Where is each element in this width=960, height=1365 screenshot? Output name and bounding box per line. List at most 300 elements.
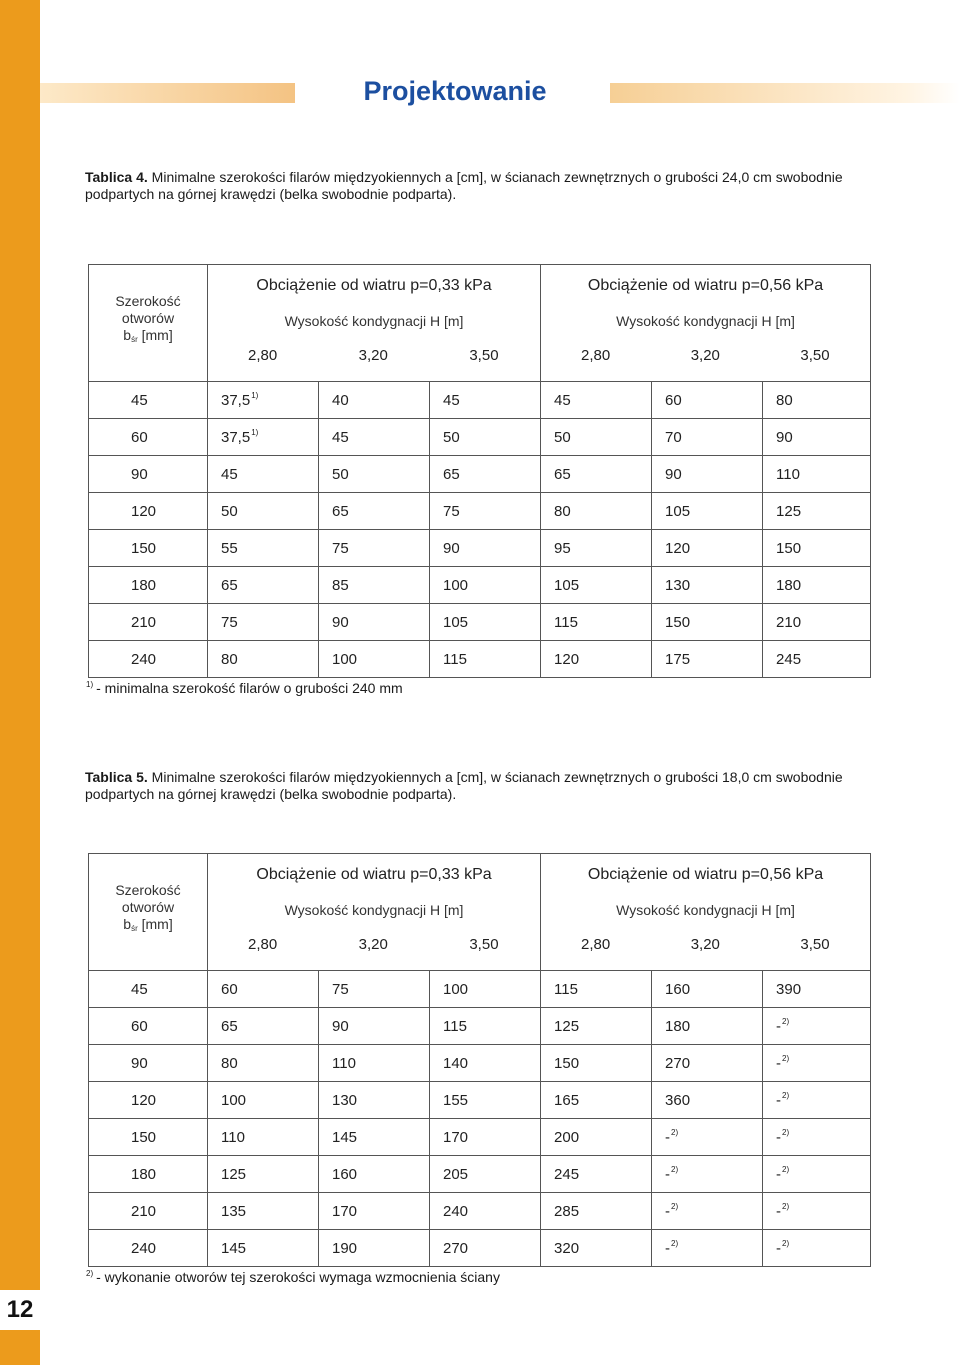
cell-value: 125 xyxy=(221,1165,247,1183)
table5-rowlabel-unit: [mm] xyxy=(137,916,173,932)
table4 xyxy=(88,264,871,678)
cell-value: 160 xyxy=(665,980,691,998)
table4-height-col: 3,50 xyxy=(469,347,499,364)
table4-height-col: 2,80 xyxy=(248,347,278,364)
cell-value: 105 xyxy=(443,613,469,631)
row-label-cell xyxy=(89,1119,208,1156)
table-cell xyxy=(652,567,763,604)
cell-value: 150 xyxy=(131,539,157,557)
cell-value: 170 xyxy=(332,1202,358,1220)
cell-value: 90 xyxy=(131,1054,148,1072)
cell-value: 90 xyxy=(443,539,460,557)
table-cell xyxy=(430,604,541,641)
table4-footnote-text: - minimalna szerokość filarów o grubości 240 mm xyxy=(96,680,403,696)
table-cell xyxy=(430,493,541,530)
cell-value: 200 xyxy=(554,1128,580,1146)
table4-rowlabel-b: b xyxy=(123,327,132,343)
side-accent-bar xyxy=(0,0,40,1365)
table5-footnote-text: - wykonanie otworów tej szerokości wymaga wzmocnienia ściany xyxy=(96,1269,500,1285)
table-cell xyxy=(541,567,652,604)
table-cell xyxy=(208,382,319,419)
table-cell xyxy=(652,1082,763,1119)
cell-value: 125 xyxy=(554,1017,580,1035)
table5-load2-label: Obciążenie od wiatru p=0,56 kPa xyxy=(587,866,824,883)
cell-value: 120 xyxy=(665,539,691,557)
cell-value: 100 xyxy=(443,576,469,594)
table-cell xyxy=(541,456,652,493)
cell-value: 37,5 xyxy=(221,392,251,409)
table-cell xyxy=(541,1230,652,1267)
table-cell xyxy=(541,530,652,567)
table5-height-col: 3,50 xyxy=(800,936,830,953)
table-cell xyxy=(208,567,319,604)
table-cell xyxy=(430,1156,541,1193)
table-cell xyxy=(208,604,319,641)
cell-value: 60 xyxy=(221,980,238,998)
footnote-mark: 2) xyxy=(782,1239,790,1248)
cell-value: 145 xyxy=(221,1239,247,1257)
table-cell xyxy=(319,971,430,1008)
table-cell xyxy=(763,1156,871,1193)
cell-value: 175 xyxy=(665,650,691,668)
table5-height-col: 3,20 xyxy=(690,936,720,953)
table5-rowlabel-line2: otworów xyxy=(121,899,175,915)
table4-caption xyxy=(85,169,845,203)
table-cell xyxy=(208,1008,319,1045)
table5-rowlabel-text xyxy=(89,854,207,937)
row-label-cell xyxy=(89,1082,208,1119)
table-row xyxy=(89,1082,871,1119)
table5-load1-label: Obciążenie od wiatru p=0,33 kPa xyxy=(256,866,492,883)
cell-value: 90 xyxy=(332,1017,349,1035)
cell-value: 65 xyxy=(554,465,571,483)
table-cell xyxy=(763,1119,871,1156)
table-cell xyxy=(319,1156,430,1193)
cell-value: 110 xyxy=(776,465,800,483)
table-cell xyxy=(763,641,871,678)
table-row xyxy=(89,971,871,1008)
table4-rowlabel-unit: [mm] xyxy=(137,327,173,343)
table4-caption-text: Minimalne szerokości filarów międzyokiennych a [cm], w ścianach zewnętrznych o grubości 24,0 cm swobodnie podpartych na górnej krawędzi (belka swobodnie podparta). xyxy=(85,169,843,202)
table-cell xyxy=(652,604,763,641)
table-cell xyxy=(652,493,763,530)
cell-value: 165 xyxy=(554,1091,580,1109)
table-cell xyxy=(763,604,871,641)
table-row xyxy=(89,604,871,641)
cell-value: 115 xyxy=(554,613,578,631)
table-cell xyxy=(430,1119,541,1156)
cell-value: 75 xyxy=(332,980,349,998)
footnote-mark: 2) xyxy=(782,1054,790,1063)
cell-value: 80 xyxy=(776,391,793,409)
cell-value: 130 xyxy=(332,1091,358,1109)
cell-value: - xyxy=(776,1055,782,1072)
table-cell xyxy=(319,604,430,641)
table4-caption-label: Tablica 4. xyxy=(85,169,148,185)
cell-value: 180 xyxy=(665,1017,691,1035)
table-cell xyxy=(430,567,541,604)
table4-rowlabel-sub: śr xyxy=(131,335,138,344)
cell-value: 270 xyxy=(665,1054,691,1072)
cell-value: 110 xyxy=(332,1054,356,1072)
table-cell xyxy=(208,641,319,678)
cell-value: 75 xyxy=(443,502,460,520)
footnote-mark: 2) xyxy=(671,1239,679,1248)
table-row xyxy=(89,419,871,456)
table5-rowlabel-b: b xyxy=(123,916,132,932)
table-row xyxy=(89,530,871,567)
footnote-mark: 2) xyxy=(782,1202,790,1211)
cell-value: 245 xyxy=(776,650,802,668)
cell-value: - xyxy=(776,1018,782,1035)
table4-height2-label: Wysokość kondygnacji H [m] xyxy=(616,313,795,329)
table5-rowlabel-header xyxy=(89,854,208,971)
table4-footnote xyxy=(85,680,403,696)
cell-value: 60 xyxy=(665,391,682,409)
table4-header-row xyxy=(89,265,871,382)
cell-value: 180 xyxy=(131,576,157,594)
footnote-mark: 2) xyxy=(782,1017,790,1026)
table-cell xyxy=(208,1156,319,1193)
table-cell xyxy=(652,419,763,456)
table-cell xyxy=(208,971,319,1008)
table-cell xyxy=(208,493,319,530)
table-cell xyxy=(652,456,763,493)
table-row xyxy=(89,382,871,419)
cell-value: 120 xyxy=(131,1091,157,1109)
table-cell xyxy=(208,456,319,493)
cell-value: 145 xyxy=(332,1128,358,1146)
cell-value: 120 xyxy=(131,502,157,520)
table-cell xyxy=(208,1045,319,1082)
footnote-mark: 2) xyxy=(671,1165,679,1174)
table-row xyxy=(89,1230,871,1267)
row-label-cell xyxy=(89,641,208,678)
cell-value: 170 xyxy=(443,1128,469,1146)
cell-value: 75 xyxy=(221,613,238,631)
cell-value: 245 xyxy=(554,1165,580,1183)
cell-value: - xyxy=(665,1129,671,1146)
table-cell xyxy=(319,1008,430,1045)
cell-value: 180 xyxy=(131,1165,157,1183)
cell-value: 45 xyxy=(443,391,460,409)
table-cell xyxy=(319,493,430,530)
cell-value: - xyxy=(776,1166,782,1183)
table-cell xyxy=(763,971,871,1008)
cell-value: 150 xyxy=(776,539,802,557)
table-cell xyxy=(319,382,430,419)
table4-footnote-mark: 1) xyxy=(86,680,94,689)
cell-value: 45 xyxy=(554,391,571,409)
table-cell xyxy=(652,530,763,567)
table4-load1-header xyxy=(208,265,541,382)
table4-load2-label: Obciążenie od wiatru p=0,56 kPa xyxy=(587,277,824,294)
cell-value: 390 xyxy=(776,980,802,998)
page-number: 12 xyxy=(0,1290,40,1330)
table-cell xyxy=(319,641,430,678)
row-label-cell xyxy=(89,971,208,1008)
cell-value: 180 xyxy=(776,576,802,594)
table-cell xyxy=(541,493,652,530)
cell-value: 45 xyxy=(221,465,238,483)
cell-value: 240 xyxy=(131,1239,157,1257)
table-cell xyxy=(541,971,652,1008)
cell-value: 100 xyxy=(443,980,469,998)
header-band-right xyxy=(610,83,960,103)
table5-load2-header xyxy=(541,854,871,971)
footnote-mark: 2) xyxy=(782,1091,790,1100)
table-cell xyxy=(430,456,541,493)
cell-value: 135 xyxy=(221,1202,247,1220)
cell-value: 45 xyxy=(131,980,148,998)
cell-value: 65 xyxy=(221,576,238,594)
table-cell xyxy=(652,1008,763,1045)
table-cell xyxy=(430,530,541,567)
table5 xyxy=(88,853,871,1267)
cell-value: 80 xyxy=(554,502,571,520)
table-cell xyxy=(208,1193,319,1230)
table5-height1-label: Wysokość kondygnacji H [m] xyxy=(284,902,464,918)
row-label-cell xyxy=(89,567,208,604)
table-row xyxy=(89,641,871,678)
cell-value: 210 xyxy=(131,613,157,631)
table5-caption xyxy=(85,769,845,803)
cell-value: 240 xyxy=(443,1202,469,1220)
table-cell xyxy=(541,1193,652,1230)
table5-footnote xyxy=(85,1269,500,1285)
table5-height-col: 2,80 xyxy=(248,936,278,953)
table-cell xyxy=(208,419,319,456)
table-cell xyxy=(763,1045,871,1082)
table-cell xyxy=(541,419,652,456)
table-row xyxy=(89,1156,871,1193)
table-cell xyxy=(430,1045,541,1082)
cell-value: 210 xyxy=(131,1202,157,1220)
table-cell xyxy=(763,1230,871,1267)
table-cell xyxy=(652,382,763,419)
table-cell xyxy=(430,641,541,678)
row-label-cell xyxy=(89,530,208,567)
table-cell xyxy=(319,419,430,456)
cell-value: 80 xyxy=(221,1054,238,1072)
table-cell xyxy=(541,1119,652,1156)
table-cell xyxy=(541,604,652,641)
cell-value: 205 xyxy=(443,1165,469,1183)
cell-value: 155 xyxy=(443,1091,469,1109)
table-cell xyxy=(763,382,871,419)
cell-value: 80 xyxy=(221,650,238,668)
table-cell xyxy=(319,1045,430,1082)
footnote-mark: 2) xyxy=(782,1165,790,1174)
cell-value: 37,5 xyxy=(221,429,251,446)
cell-value: 115 xyxy=(443,650,467,668)
table-cell xyxy=(652,1156,763,1193)
table-cell xyxy=(208,530,319,567)
table-cell xyxy=(652,1045,763,1082)
cell-value: 60 xyxy=(131,428,148,446)
cell-value: - xyxy=(776,1092,782,1109)
cell-value: 65 xyxy=(332,502,349,520)
cell-value: 210 xyxy=(776,613,802,631)
cell-value: 85 xyxy=(332,576,349,594)
row-label-cell xyxy=(89,1230,208,1267)
row-label-cell xyxy=(89,1193,208,1230)
cell-value: 285 xyxy=(554,1202,580,1220)
cell-value: 65 xyxy=(443,465,460,483)
table-cell xyxy=(319,1119,430,1156)
table-cell xyxy=(208,1119,319,1156)
cell-value: 50 xyxy=(443,428,460,446)
row-label-cell xyxy=(89,493,208,530)
table4-rowlabel-line1: Szerokość xyxy=(115,293,181,309)
cell-value: 130 xyxy=(665,576,691,594)
row-label-cell xyxy=(89,419,208,456)
table-cell xyxy=(208,1230,319,1267)
table5-heights1 xyxy=(208,936,540,953)
row-label-cell xyxy=(89,1156,208,1193)
table-cell xyxy=(319,456,430,493)
cell-value: 160 xyxy=(332,1165,358,1183)
table-cell xyxy=(652,971,763,1008)
cell-value: 120 xyxy=(554,650,580,668)
cell-value: 110 xyxy=(221,1128,245,1146)
cell-value: 190 xyxy=(332,1239,358,1257)
table-cell xyxy=(430,1082,541,1119)
cell-value: 95 xyxy=(554,539,571,557)
section-title: Projektowanie xyxy=(363,76,547,106)
cell-value: 105 xyxy=(665,502,691,520)
table4-rowlabel-text xyxy=(89,265,207,348)
table4-load2-header xyxy=(541,265,871,382)
cell-value: 360 xyxy=(665,1091,691,1109)
table5-height2-label: Wysokość kondygnacji H [m] xyxy=(616,902,795,918)
table5-footnote-mark: 2) xyxy=(86,1269,94,1278)
table-cell xyxy=(319,1230,430,1267)
table-cell xyxy=(319,1193,430,1230)
footnote-mark: 2) xyxy=(782,1128,790,1137)
cell-value: 115 xyxy=(443,1017,467,1035)
table-cell xyxy=(652,1119,763,1156)
table4-load1-label: Obciążenie od wiatru p=0,33 kPa xyxy=(256,277,492,294)
cell-value: 150 xyxy=(554,1054,580,1072)
table-row xyxy=(89,1045,871,1082)
cell-value: 90 xyxy=(776,428,793,446)
cell-value: 50 xyxy=(554,428,571,446)
cell-value: - xyxy=(776,1240,782,1257)
table-cell xyxy=(430,1230,541,1267)
table-cell xyxy=(763,567,871,604)
cell-value: 150 xyxy=(131,1128,157,1146)
table-row xyxy=(89,1008,871,1045)
table-cell xyxy=(763,1008,871,1045)
table4-height-col: 2,80 xyxy=(581,347,611,364)
table4-heights1 xyxy=(208,347,540,364)
row-label-cell xyxy=(89,1008,208,1045)
cell-value: - xyxy=(665,1203,671,1220)
table5-height-col: 3,50 xyxy=(469,936,499,953)
cell-value: 240 xyxy=(131,650,157,668)
table-cell xyxy=(430,1193,541,1230)
cell-value: - xyxy=(665,1240,671,1257)
table-cell xyxy=(319,567,430,604)
cell-value: 100 xyxy=(332,650,358,668)
cell-value: 125 xyxy=(776,502,802,520)
table-cell xyxy=(763,1193,871,1230)
table-row xyxy=(89,1193,871,1230)
table-cell xyxy=(763,419,871,456)
table5-rowlabel-line1: Szerokość xyxy=(115,882,181,898)
cell-value: 45 xyxy=(131,391,148,409)
table4-rowlabel-header xyxy=(89,265,208,382)
table-row xyxy=(89,567,871,604)
table-cell xyxy=(430,971,541,1008)
cell-value: 100 xyxy=(221,1091,247,1109)
table-cell xyxy=(763,1082,871,1119)
cell-value: 150 xyxy=(665,613,691,631)
table-cell xyxy=(763,530,871,567)
table4-rowlabel-line2: otworów xyxy=(121,310,175,326)
table-row xyxy=(89,1119,871,1156)
cell-value: 90 xyxy=(131,465,148,483)
cell-value: 90 xyxy=(665,465,682,483)
table-cell xyxy=(763,456,871,493)
table-cell xyxy=(541,1082,652,1119)
table4-height-col: 3,50 xyxy=(800,347,830,364)
table5-header-row xyxy=(89,854,871,971)
table-cell xyxy=(763,493,871,530)
table-cell xyxy=(430,382,541,419)
table-cell xyxy=(541,1156,652,1193)
cell-value: 140 xyxy=(443,1054,469,1072)
cell-value: 115 xyxy=(554,980,578,998)
table5-load1-header xyxy=(208,854,541,971)
cell-value: - xyxy=(776,1129,782,1146)
table-cell xyxy=(430,419,541,456)
table-cell xyxy=(319,1082,430,1119)
footnote-mark: 2) xyxy=(671,1128,679,1137)
table4-height-col: 3,20 xyxy=(358,347,388,364)
table-cell xyxy=(652,1193,763,1230)
table-row xyxy=(89,493,871,530)
cell-value: 320 xyxy=(554,1239,580,1257)
table4-heights2 xyxy=(541,347,870,364)
table-cell xyxy=(541,641,652,678)
row-label-cell xyxy=(89,1045,208,1082)
table5-heights2 xyxy=(541,936,870,953)
footnote-mark: 2) xyxy=(671,1202,679,1211)
row-label-cell xyxy=(89,382,208,419)
row-label-cell xyxy=(89,604,208,641)
footnote-mark: 1) xyxy=(251,391,259,400)
table-cell xyxy=(208,1082,319,1119)
cell-value: 70 xyxy=(665,428,682,446)
table5-rowlabel-sub: śr xyxy=(131,924,138,933)
cell-value: 65 xyxy=(221,1017,238,1035)
table-row xyxy=(89,456,871,493)
cell-value: 90 xyxy=(332,613,349,631)
cell-value: 40 xyxy=(332,391,349,409)
table-cell xyxy=(541,382,652,419)
cell-value: 105 xyxy=(554,576,580,594)
cell-value: 60 xyxy=(131,1017,148,1035)
cell-value: 50 xyxy=(332,465,349,483)
cell-value: - xyxy=(665,1166,671,1183)
table5-caption-label: Tablica 5. xyxy=(85,769,148,785)
table-cell xyxy=(430,1008,541,1045)
cell-value: 55 xyxy=(221,539,238,557)
cell-value: - xyxy=(776,1203,782,1220)
header-band-left xyxy=(40,83,295,103)
